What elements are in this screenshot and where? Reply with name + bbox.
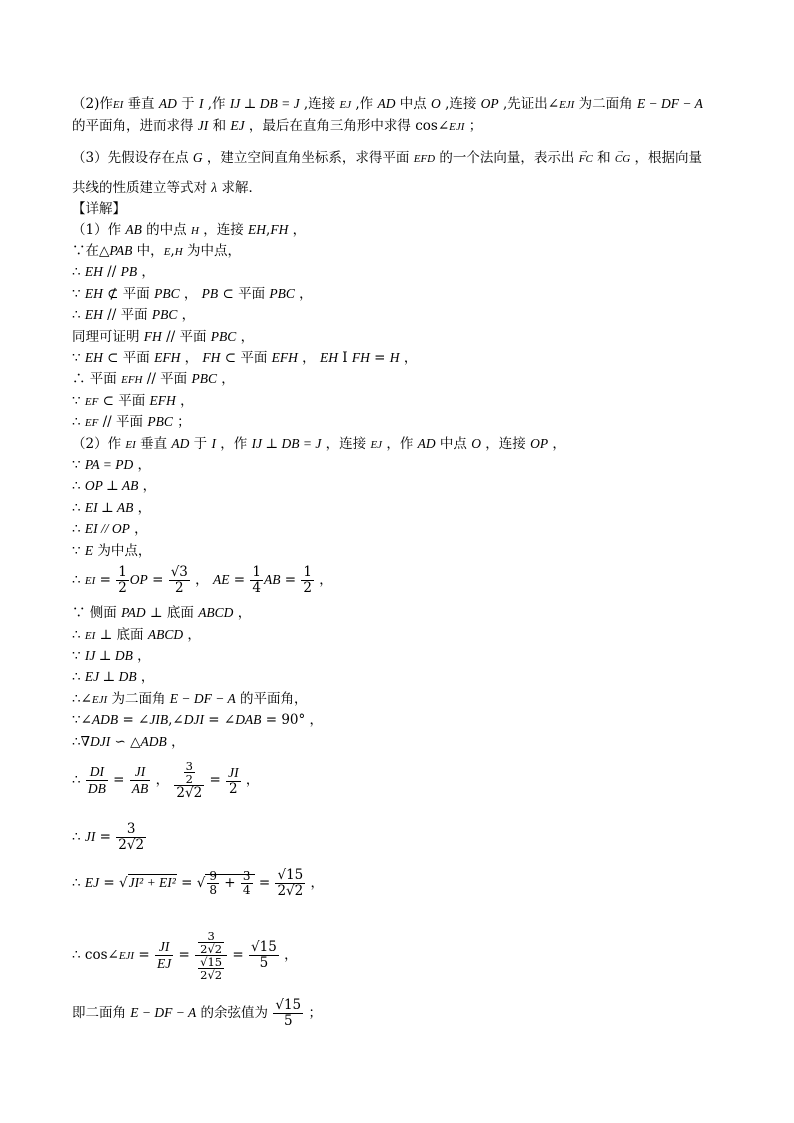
s2-line9: ∴ EI ⊥ 底面 ABCD ， xyxy=(72,627,201,643)
s1-line9: ∵ EF ⊂ 平面 EFH ， xyxy=(72,393,194,409)
fraction: $\frac{√15}{5}$ xyxy=(275,997,302,1029)
s2-line10: ∵ IJ ⊥ DB ， xyxy=(72,648,151,664)
s2-line18: ∴ cos∠EJI = $\frac{JI}{EJ}$ = $\frac{\frac{3}{2√2}}{\frac{√15}{2√2}}$ = $\frac{√15}{5}$ ， xyxy=(72,929,298,982)
s2-line2: ∵ PA = PD ， xyxy=(72,457,152,473)
intro-p3-line1: （3）先假设存在点 G ，建立空间直角坐标系，求得平面 EFD 的一个法向量，表示出 → FC 和 → CG ，根据向量 xyxy=(72,150,702,167)
nested-fraction: $\frac{\frac{3}{2}}{2√2}$ xyxy=(176,759,203,801)
s1-line4: ∵ EH ⊄ 平面 PBC ， PB ⊂ 平面 PBC ， xyxy=(72,286,313,302)
s2-line3: ∴ OP ⊥ AB ， xyxy=(72,478,157,494)
s1-line2: ∵在△PAB 中，E,H 为中点， xyxy=(72,243,241,259)
sqrt: √JI² + EI² xyxy=(119,875,176,891)
fraction: $\frac{1}{2}$ xyxy=(118,564,127,596)
s2-line17: ∴ EJ = √JI² + EI² = √ $\frac{9}{8}$ + $\frac{3}{4}$ = $\frac{√15}{2√2}$ ， xyxy=(72,867,325,899)
fraction: $\frac{√15}{2√2}$ xyxy=(277,867,304,899)
nested-fraction: $\frac{\frac{3}{2√2}}{\frac{√15}{2√2}}$ xyxy=(195,930,227,981)
s2-line7: ∴ EI = $\frac{1}{2}$ OP = $\frac{√3}{2}$ ， AE = $\frac{1}{4}$ AB = $\frac{1}{2}$ ， xyxy=(72,564,333,596)
fraction: $\frac{DI}{DB}$ xyxy=(87,764,106,796)
s2-line4: ∴ EI ⊥ AB ， xyxy=(72,500,152,516)
intro-p2-line2: 的平面角，进而求得 JI 和 EJ ，最后在直角三角形中求得 cos∠EJI ； xyxy=(72,118,483,134)
s2-line6: ∵ E 为中点， xyxy=(72,543,152,559)
s1-line7: ∵ EH ⊂ 平面 EFH ， FH ⊂ 平面 EFH ， EH I FH = H ， xyxy=(72,350,418,366)
fraction: $\frac{√15}{5}$ xyxy=(251,939,277,971)
fraction: $\frac{1}{4}$ xyxy=(252,564,261,596)
fraction: $\frac{1}{2}$ xyxy=(303,564,312,596)
s1-line10: ∴ EF // 平面 PBC ； xyxy=(72,414,191,430)
s1-line5: ∴ EH // 平面 PBC ， xyxy=(72,307,196,323)
intro-p2-line1: （2)作EI 垂直 AD 于 I ,作 IJ ⊥ DB = J ,连接 EJ ,作 AD 中点 O ,连接 OP ,先证出∠EJI 为二面角 E − DF − A xyxy=(72,96,703,112)
sqrt: √ $\frac{9}{8}$ + $\frac{3}{4}$ xyxy=(197,870,255,897)
s2-line5: ∴ EI // OP ， xyxy=(72,521,148,537)
fraction: $\frac{3}{2√2}$ xyxy=(118,821,145,853)
fraction: $\frac{JI}{AB}$ xyxy=(131,764,149,796)
vector-fc: → FC xyxy=(579,151,593,167)
s1-line6: 同理可证明 FH // 平面 PBC ， xyxy=(72,329,255,345)
fraction: $\frac{JI}{2}$ xyxy=(228,764,239,797)
s1-line1: （1）作 AB 的中点 H ，连接 EH,FH ， xyxy=(72,222,307,238)
s2-line16: ∴ JI = $\frac{3}{2√2}$ xyxy=(72,821,145,853)
vector-cg: → CG xyxy=(615,151,630,167)
s2-line19: 即二面角 E − DF − A 的余弦值为 $\frac{√15}{5}$ ； xyxy=(72,997,322,1029)
s1-line8: ∴ 平面 EFH // 平面 PBC ， xyxy=(72,371,235,387)
s2-line12: ∴∠EJI 为二面角 E − DF − A 的平面角， xyxy=(72,691,308,707)
fraction: $\frac{JI}{EJ}$ xyxy=(156,939,172,971)
fraction: $\frac{√3}{2}$ xyxy=(170,564,188,596)
s2-line13: ∵∠ADB = ∠JIB,∠DJI = ∠DAB = 90° ， xyxy=(72,712,324,728)
s2-line1: （2）作 EI 垂直 AD 于 I ，作 IJ ⊥ DB = J ，连接 EJ ，作 AD 中点 O ，连接 OP ， xyxy=(72,436,566,452)
s2-line14: ∴∇DJI ∽ △ADB ， xyxy=(72,734,185,750)
intro-p3-line2: 共线的性质建立等式对 λ 求解． xyxy=(72,180,262,196)
s1-line3: ∴ EH // PB ， xyxy=(72,264,155,280)
detail-heading: 【详解】 xyxy=(72,201,126,217)
s2-line15: ∴ $\frac{DI}{DB}$ = $\frac{JI}{AB}$ ， $\frac{\frac{3}{2}}{2√2}$ = $\frac{JI}{2}$ ， xyxy=(72,759,260,801)
s2-line8: ∵ 侧面 PAD ⊥ 底面 ABCD ， xyxy=(72,605,252,621)
s2-line11: ∴ EJ ⊥ DB ， xyxy=(72,669,155,685)
